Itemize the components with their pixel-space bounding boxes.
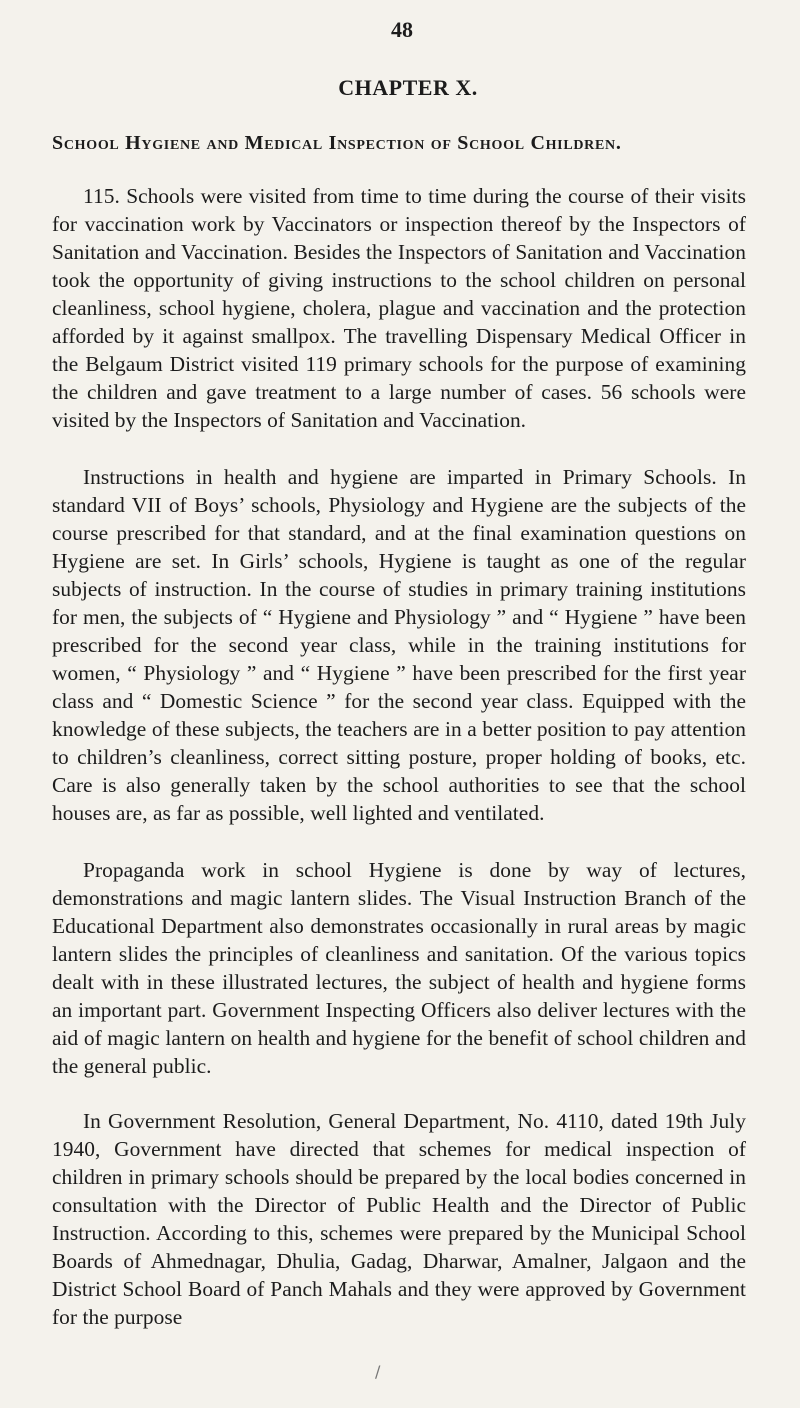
chapter-title: CHAPTER X. — [338, 75, 478, 100]
paragraph-health-instruction: Instructions in health and hygiene are imparted in Primary Schools. In standard VII of Boys’ schools, Physiology and Hygiene are the subjects of the course prescribed for that standard, and at the final examination questions on Hygiene are set. In Girls’ schools, Hygiene is taught as one of the regular subjects of instruction. In the course of studies in primary training institutions for men, the subjects of “ Hygiene and Physiology ” and “ Hygiene ” have been prescribed for the second year class, while in the training institutions for women, “ Physiology ” and “ Hygiene ” have been prescribed for the first year class and “ Domestic Science ” for the second year class. Equipped with the knowledge of these subjects, the teachers are in a better position to pay attention to children’s cleanliness, correct sitting posture, proper holding of books, etc. Care is also generally taken by the school authorities to see that the school houses are, as far as possible, well lighted and ventilated. — [52, 465, 746, 825]
paragraph-government-resolution: In Government Resolution, General Department, No. 4110, dated 19th July 1940, Government have directed that schemes for medical inspection of children in primary schools should be prepared by the local bodies concerned in consultation with the Director of Public Health and the Director of Public Instruction. According to this, schemes were prepared by the Municipal School Boards of Ahmednagar, Dhulia, Gadag, Dharwar, Amalner, Jalgaon and the District School Board of Panch Mahals and they were approved by Government for the purpose — [52, 1109, 746, 1329]
section-title: School Hygiene and Medical Inspection of School Children. — [52, 132, 622, 154]
paragraph-115: 115. Schools were visited from time to time during the course of their visits for vaccination work by Vaccinators or inspection thereof by the Inspectors of Sanitation and Vaccination. Besides the Inspectors of Sanitation and Vaccination took the opportunity of giving instructions to the school children on personal cleanliness, school hygiene, cholera, plague and vaccination and the protection afforded by it against smallpox. The travelling Dispensary Medical Officer in the Belgaum District visited 119 primary schools for the purpose of examining the children and gave treatment to a large number of cases. 56 schools were visited by the Inspectors of Sanitation and Vaccination. — [52, 184, 746, 432]
page-number: 48 — [391, 17, 413, 42]
stray-mark: / — [375, 1362, 381, 1381]
paragraph-propaganda: Propaganda work in school Hygiene is done by way of lectures, demonstrations and magic lantern slides. The Visual Instruction Branch of the Educational Department also demonstrates occasionally in rural areas by magic lantern slides the principles of cleanliness and sanitation. Of the various topics dealt with in these illustrated lectures, the subject of health and hygiene forms an important part. Government Inspecting Officers also deliver lectures with the aid of magic lantern on health and hygiene for the benefit of school children and the general public. — [52, 858, 746, 1078]
